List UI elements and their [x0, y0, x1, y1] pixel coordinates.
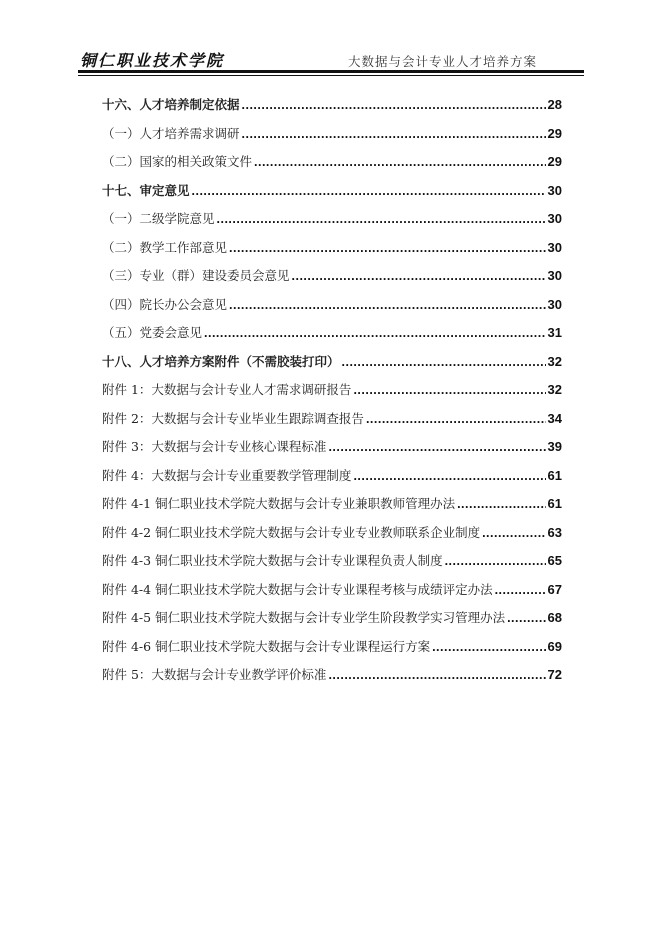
toc-entry-title: 附件 4-5 铜仁职业技术学院大数据与会计专业学生阶段教学实习管理办法: [102, 610, 506, 625]
toc-entry-page: 68: [547, 610, 562, 625]
toc-entry-page: 30: [547, 296, 562, 312]
dot-leader: [242, 98, 546, 112]
toc-entry-page: 29: [547, 154, 562, 169]
toc-entry-page: 65: [547, 553, 562, 568]
toc-entry-page: 30: [547, 268, 562, 283]
toc-entry-page: 30: [547, 239, 562, 255]
dot-leader: [366, 412, 546, 426]
dot-leader: [229, 241, 546, 255]
toc-entry-page: 61: [547, 467, 562, 483]
toc-entry[interactable]: [102, 409, 562, 438]
toc-entry-page: 29: [547, 125, 562, 141]
dot-leader: [254, 155, 546, 169]
toc-entry-title: （一）人才培养需求调研: [102, 125, 240, 141]
toc-entry[interactable]: [102, 95, 562, 124]
toc-entry[interactable]: [102, 437, 562, 466]
toc-entry[interactable]: [102, 209, 562, 238]
dot-leader: [495, 583, 546, 597]
toc-entry-title: 附件 4：大数据与会计专业重要教学管理制度: [102, 467, 352, 483]
dot-leader: [353, 469, 545, 483]
school-name: 铜仁职业技术学院: [80, 51, 225, 70]
toc-entry-title: 附件 4-6 铜仁职业技术学院大数据与会计专业课程运行方案: [102, 638, 431, 654]
header-rule-thick: [78, 70, 584, 73]
toc-entry[interactable]: [102, 665, 562, 694]
toc-entry-page: 63: [547, 524, 562, 540]
toc-entry[interactable]: [102, 551, 562, 580]
toc-entry[interactable]: [102, 494, 562, 523]
toc-entry[interactable]: [102, 124, 562, 153]
toc-entry-page: 67: [547, 581, 562, 597]
toc-entry[interactable]: [102, 152, 562, 181]
dot-leader: [457, 497, 545, 511]
dot-leader: [507, 611, 545, 625]
toc-entry[interactable]: [102, 380, 562, 409]
dot-leader: [328, 440, 545, 454]
toc-entry-title: （三）专业（群）建设委员会意见: [102, 268, 290, 283]
toc-entry-title: （二）国家的相关政策文件: [102, 154, 253, 169]
toc-entry[interactable]: [102, 608, 562, 637]
toc-entry-page: 32: [547, 382, 562, 397]
dot-leader: [242, 127, 546, 141]
toc-entry-title: 附件 4-3 铜仁职业技术学院大数据与会计专业课程负责人制度: [102, 553, 443, 568]
toc-entry-title: （二）教学工作部意见: [102, 239, 228, 255]
toc-entry-page: 31: [547, 325, 562, 340]
header-rule-thin: [78, 75, 584, 76]
toc-entry-page: 32: [547, 353, 562, 369]
toc-entry-page: 30: [547, 211, 562, 226]
toc-entry-page: 69: [547, 638, 562, 654]
dot-leader: [217, 212, 546, 226]
dot-leader: [204, 326, 546, 340]
toc-entry[interactable]: [102, 181, 562, 210]
dot-leader: [342, 355, 546, 369]
toc-entry-title: 附件 3：大数据与会计专业核心课程标准: [102, 439, 327, 454]
toc-entry-page: 72: [547, 667, 562, 682]
toc-entry-title: 附件 1：大数据与会计专业人才需求调研报告: [102, 382, 352, 397]
toc-entry[interactable]: [102, 295, 562, 324]
toc-entry-title: 附件 5：大数据与会计专业教学评价标准: [102, 667, 327, 682]
dot-leader: [292, 269, 546, 283]
dot-leader: [328, 668, 545, 682]
toc-entry-page: 30: [547, 182, 562, 198]
toc-entry-title: 十七、审定意见: [102, 182, 190, 198]
dot-leader: [482, 526, 545, 540]
dot-leader: [192, 184, 546, 198]
toc-entry[interactable]: [102, 238, 562, 267]
toc-entry[interactable]: [102, 580, 562, 609]
toc-entry-page: 28: [547, 97, 562, 112]
toc-entry[interactable]: [102, 466, 562, 495]
toc-entry-title: 附件 4-1 铜仁职业技术学院大数据与会计专业兼职教师管理办法: [102, 496, 456, 511]
toc-entry-title: （五）党委会意见: [102, 325, 203, 340]
table-of-contents: [102, 95, 562, 694]
toc-entry-title: 附件 4-4 铜仁职业技术学院大数据与会计专业课程考核与成绩评定办法: [102, 581, 493, 597]
toc-entry[interactable]: [102, 637, 562, 666]
toc-entry-title: 附件 4-2 铜仁职业技术学院大数据与会计专业专业教师联系企业制度: [102, 524, 481, 540]
toc-entry-page: 39: [547, 439, 562, 454]
toc-entry-title: 十六、人才培养制定依据: [102, 97, 240, 112]
dot-leader: [229, 298, 546, 312]
toc-entry[interactable]: [102, 352, 562, 381]
dot-leader: [353, 383, 545, 397]
toc-entry-title: （四）院长办公会意见: [102, 296, 228, 312]
toc-entry-title: 附件 2：大数据与会计专业毕业生跟踪调查报告: [102, 410, 364, 426]
toc-entry[interactable]: [102, 523, 562, 552]
toc-entry-title: （一）二级学院意见: [102, 211, 215, 226]
dot-leader: [432, 640, 545, 654]
toc-entry-title: 十八、人才培养方案附件（不需胶装打印）: [102, 353, 340, 369]
toc-entry[interactable]: [102, 266, 562, 295]
document-title: 大数据与会计专业人才培养方案: [348, 54, 538, 69]
toc-entry-page: 34: [547, 410, 562, 426]
toc-entry-page: 61: [547, 496, 562, 511]
toc-entry[interactable]: [102, 323, 562, 352]
dot-leader: [445, 554, 546, 568]
